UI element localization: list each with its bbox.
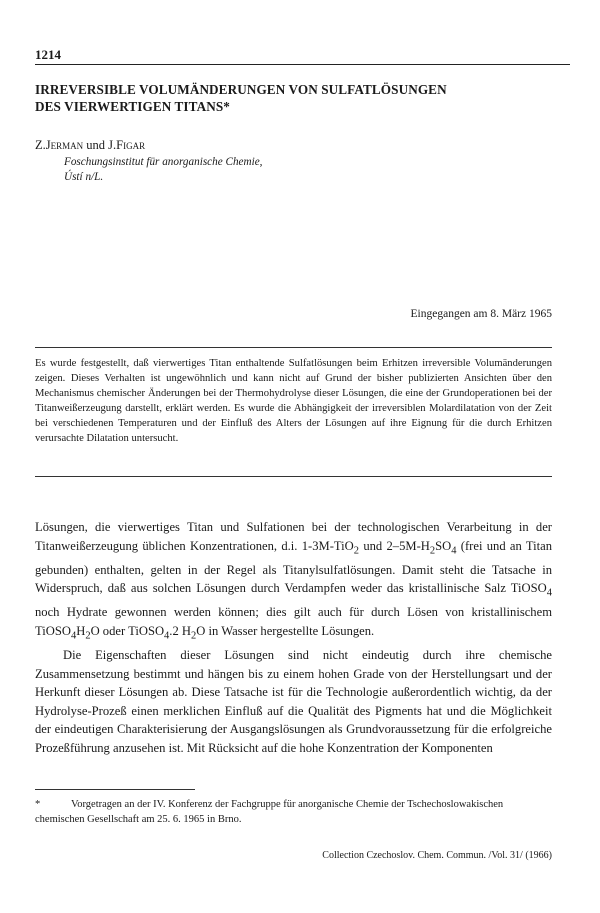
author-conjunction: und: [83, 138, 109, 152]
author-list: [35, 138, 145, 153]
affiliation: [64, 155, 262, 185]
article-title: [35, 81, 555, 115]
affiliation-line-1: Foschungsinstitut für anorganische Chemie,: [64, 156, 263, 168]
abstract-bottom-rule: [35, 476, 552, 477]
received-date: Eingegangen am 8. März 1965: [410, 308, 552, 320]
footnote-mark: *: [35, 799, 41, 810]
body-text: [35, 518, 552, 758]
footnote: [35, 797, 552, 827]
title-line-1: IRREVERSIBLE VOLUMÄNDERUNGEN VON SULFATLÖSUNGEN: [35, 82, 447, 97]
header-rule: [35, 64, 570, 65]
author-2-initial: J.: [108, 138, 117, 152]
page-number: 1214: [35, 47, 61, 62]
journal-citation: Collection Czechoslov. Chem. Commun. /Vol. 31/ (1966): [322, 850, 552, 861]
abstract: Es wurde festgestellt, daß vierwertiges Titan enthaltende Sulfatlösungen beim Erhitzen irreversible Volumänderungen zeigen. Dieses Verhalten ist ungewöhnlich und kann nicht auf Grund der bisher publizierten Ansichten über den Mechanismus chemischer Änderungen bei der Thermohydrolyse dieser Lösungen, die eine der Grundoperationen bei der Titanweißerzeugung darstellt, erklärt werden. Es wurde die Abhängigkeit der irreversiblen Molardilatation von der Zeit bei verschiedenen Temperaturen und der Einfluß des Alters der Lösungen auf ihre Eignung für die durch Erhitzen verursachte Dilatation untersucht.: [35, 358, 552, 444]
paragraph-1: Lösungen, die vierwertiges Titan und Sulfationen bei der technologischen Verarbeitung in der Titanweißerzeugung üblichen Konzentrationen, d.i. 1-3M-TiO$_2$ und $2-5M-H_2SO_4$ (frei und an Titan gebunden) enthalten, gelten in der Regel als Titanylsulfatlösungen. Damit steht die Tatsache in Widerspruch, daß aus solchen Lösungen durch Verdampfen weder das kristallinische Salz TiOSO$_4$ noch Hydrate gewonnen werden können; dies gilt auch für durch Lösen von kristallinischem $TiOSO_4H_2O$ oder TiOSO$_4$.2 $H_2O$ in Wasser hergestellte Lösungen.: [35, 520, 552, 642]
abstract-top-rule: [35, 347, 552, 348]
author-2-surname: Figar: [116, 138, 146, 152]
title-line-2: DES VIERWERTIGEN TITANS*: [35, 99, 230, 114]
affiliation-line-2: Ústí n/L.: [64, 171, 104, 183]
author-1-initial: Z.: [35, 138, 46, 152]
author-1-surname: Jerman: [45, 138, 84, 152]
footnote-rule: [35, 789, 195, 790]
footnote-text: Vorgetragen an der IV. Konferenz der Fachgruppe für anorganische Chemie der Tschechoslowakischen chemischen Gesellschaft am 25. 6. 1965 in Brno.: [35, 799, 504, 825]
paragraph-2: Die Eigenschaften dieser Lösungen sind nicht eindeutig durch ihre chemische Zusammensetzung bestimmt und hängen bis zu einem hohen Grade von der Herstellungsart und der Herkunft dieser Lösungen ab. Diese Tatsache ist für die Technologie außerordentlich wichtig, da der Hydrolyse-Prozeß einen merklichen Einfluß auf die Qualität des Pigments hat und die Möglichkeit der eindeutigen Charakterisierung der Ausgangslösungen als Grundvoraussetzung für die erfolgreiche Prozeßführung anzusehen ist. Mit Rücksicht auf die hohe Konzentration der Komponenten: [35, 648, 552, 756]
